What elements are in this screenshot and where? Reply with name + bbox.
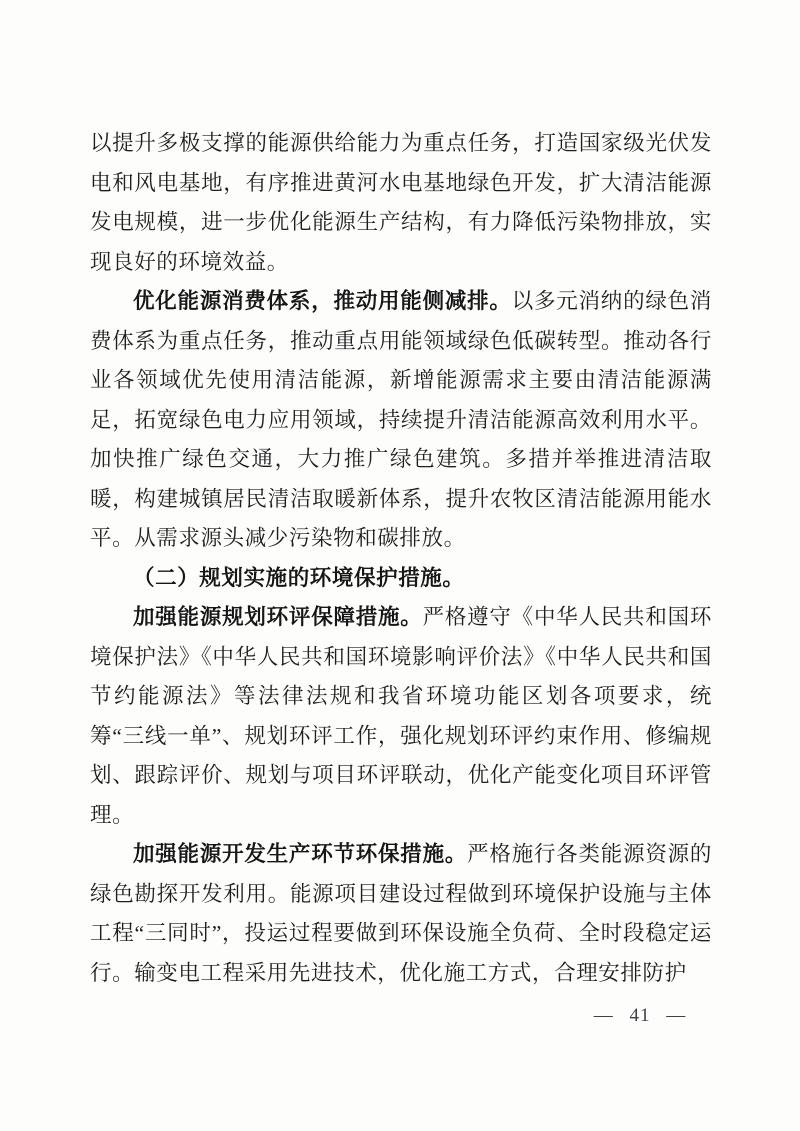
paragraph-text: 以提升多极支撑的能源供给能力为重点任务，打造国家级光伏发电和风电基地，有序推进黄河水电基地绿色开发，扩大清洁能源发电规模，进一步优化能源生产结构，有力降低污染物排放，实现良好的环境效益。 [90, 131, 712, 274]
paragraph-lead: 加强能源规划环评保障措施。 [133, 605, 423, 629]
section-heading-text: （二）规划实施的环境保护措施。 [133, 565, 465, 590]
paragraph [90, 598, 712, 835]
paragraph-lead: 加强能源开发生产环节环保措施。 [133, 842, 468, 866]
paragraph-lead: 优化能源消费体系，推动用能侧减排。 [133, 289, 512, 313]
paragraph-text: 严格施行各类能源资源的绿色勘探开发利用。能源项目建设过程做到环境保护设施与主体工程“三同时”，投运过程要做到环保设施全负荷、全时段稳定运行。输变电工程采用先进技术，优化施工方式，合理安排防护 [90, 842, 712, 985]
paragraph-text: 严格遵守《中华人民共和国环境保护法》《中华人民共和国环境影响评价法》《中华人民共和国节约能源法》等法律法规和我省环境功能区划各项要求，统筹“三线一单”、规划环评工作，强化规划环评约束作用、修编规划、跟踪评价、规划与项目环评联动，优化产能变化项目环评管理。 [90, 605, 712, 827]
paragraph [90, 835, 712, 993]
page-number: — 41 — [593, 1005, 687, 1026]
paragraph [90, 124, 712, 282]
section-heading [90, 559, 712, 599]
paragraph [90, 282, 712, 559]
paragraph-text: 以多元消纳的绿色消费体系为重点任务，推动重点用能领域绿色低碳转型。推动各行业各领域优先使用清洁能源，新增能源需求主要由清洁能源满足，拓宽绿色电力应用领域，持续提升清洁能源高效利用水平。加快推广绿色交通，大力推广绿色建筑。多措并举推进清洁取暖，构建城镇居民清洁取暖新体系，提升农牧区清洁能源用能水平。从需求源头减少污染物和碳排放。 [90, 289, 712, 550]
document-body [90, 124, 712, 993]
